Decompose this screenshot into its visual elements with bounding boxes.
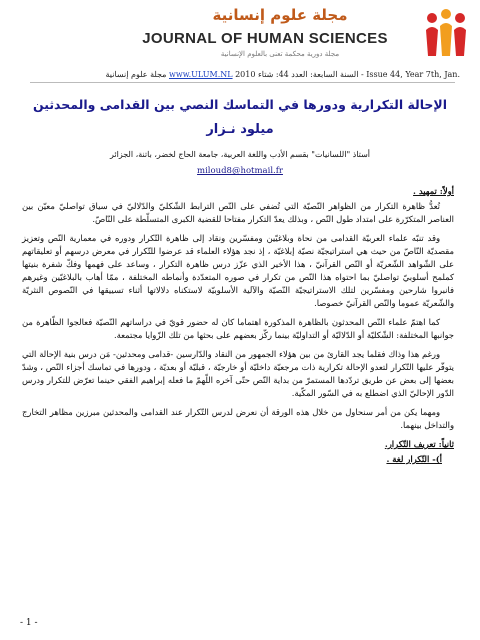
paragraph-5: ومهما يكن من أمر سنحاول من خلال هذه الورقة أن نعرض لدرس التّكرار عند القدامى والمحدثين مبرزين مظاهر التخارج والتداخل بينهما. bbox=[22, 407, 454, 430]
article-author: ميلود نـزار bbox=[206, 122, 274, 137]
issue-citation bbox=[30, 70, 460, 79]
article-body bbox=[22, 185, 454, 466]
paragraph-1: تُعدُّ ظاهرة التكرار من الظواهر النّصيّة التي تُضفي على النّص الترابط الشّكليّ والدّلاليّ في سياق تواصليّ معيّن بين العناصر المتكرّرة على امتداد طول النّص ، وبذلك يعدّ التكرار مفتاحا للقضية الكبرى المتسلّطة على النّاصّ. bbox=[22, 201, 454, 224]
header-divider bbox=[30, 82, 455, 83]
journal-subtitle: مجلة دورية محكمة تعنى بالعلوم الإنسانية bbox=[220, 50, 340, 58]
journal-url-link[interactable]: www.ULUM.NL bbox=[169, 70, 233, 79]
section-heading-definition: ثانياً: تعريف التّكرار. bbox=[384, 439, 454, 449]
citation-suffix: مجلة علوم إنسانية bbox=[105, 70, 167, 79]
journal-header bbox=[0, 0, 480, 84]
article-title: الإحالة التكرارية ودورها في التماسك النصي بين القدامى والمحدثين bbox=[32, 97, 448, 112]
journal-name-arabic: مجلة علوم إنسانية bbox=[212, 6, 348, 24]
author-affiliation: أستاذ "اللسانيات" بقسم الأدب واللغة العربية، جامعة الحاج لخضر، باتنة، الجزائر bbox=[109, 150, 371, 159]
paragraph-4: ورغم هذا وذاك فقلما يجد القارئ من بين هؤلاء الجمهور من النقاد والدّارسين -قدامى ومحدثين- مَن درس بنية الإحالة التي يتوفّر عليها التّكرار لتعدو الإحالة تكرارية ذات مرجعيّة داخليّة أو خارجيّة ، قبليّة أو بعديّة ، ودورها في تماسك أجزاء النّص ، وشدّ بعضها إلى بعض عن طريق تردّدها المستمرّ من بداية النّص حتّى آخره اللّهمّ ما فعله إبراهيم الفقي حينما تعرّض للتكرار ودرس الدّور الإحاليّ الذي اضطلع به في السّور المكّية. bbox=[22, 349, 454, 398]
page-number: - 1 - bbox=[20, 618, 38, 628]
author-email-link[interactable]: miloud8@hotmail.fr bbox=[197, 166, 283, 176]
citation-text: السنة السابعة: العدد 44: شتاء 2010 - Issue 44, Year 7th, Jan. bbox=[232, 70, 460, 79]
paragraph-3: كما اهتمّ علماء النّص المحدثون بالظاهرة المذكورة اهتماما كان له حضور قويّ في دراساتهم النّصيّة فعالجوا الظّاهرة من جوانبها المختلفة: الشّكليّة أو الدّلاليّة أو التداوليّة بينما ركّز بعضهم على بحثها من تلك الزّوايا مجتمعة. bbox=[22, 317, 454, 340]
journal-name-english: JOURNAL OF HUMAN SCIENCES bbox=[142, 30, 388, 47]
section-heading-intro: أولاً: تمهيد . bbox=[413, 186, 454, 196]
paragraph-2: وقد تنبّه علماء العربيّة القدامى من نحاة وبلاغيّين ومفسّرين ونقاد إلى ظاهرة التّكرار ودوره في معمارية النّص وتعزيز مقصديّة النّاصّ من حيث هي استراتيجيّة نصيّة إبلاغيّة ، إذ نجد هؤلاء العلماء قد عرضوا للتّكرار في معرض درسهم أو تعليقاتهم على الشّواهد الشّعريّة أو النّص القرآنيّ ، هذا الأخير الذي عزّز درس ظاهرة التكرار ، وساعد على فهمها وفكّ شفرة بنيتها كملمح أسلوبيّ تواصليّ بما احتواه هذا النّص من تكرار في صوره المتعدّدة وأنماطه المختلفة ، ممّا أهاب بالبلاغيّين وغيرهم فانبروا شارحين ومفسّرين لتلك الاستراتيجيّة النّصيّة والآلية الأسلوبيّة لاستكناه دلالاتها أثناء تسييقها في النّصوص النثريّة والشّعريّة عموما والنّص القرآنيّ خصوصا. bbox=[22, 233, 454, 308]
subsection-heading-lexical: أ)- التّكرار لغة . bbox=[386, 454, 442, 464]
